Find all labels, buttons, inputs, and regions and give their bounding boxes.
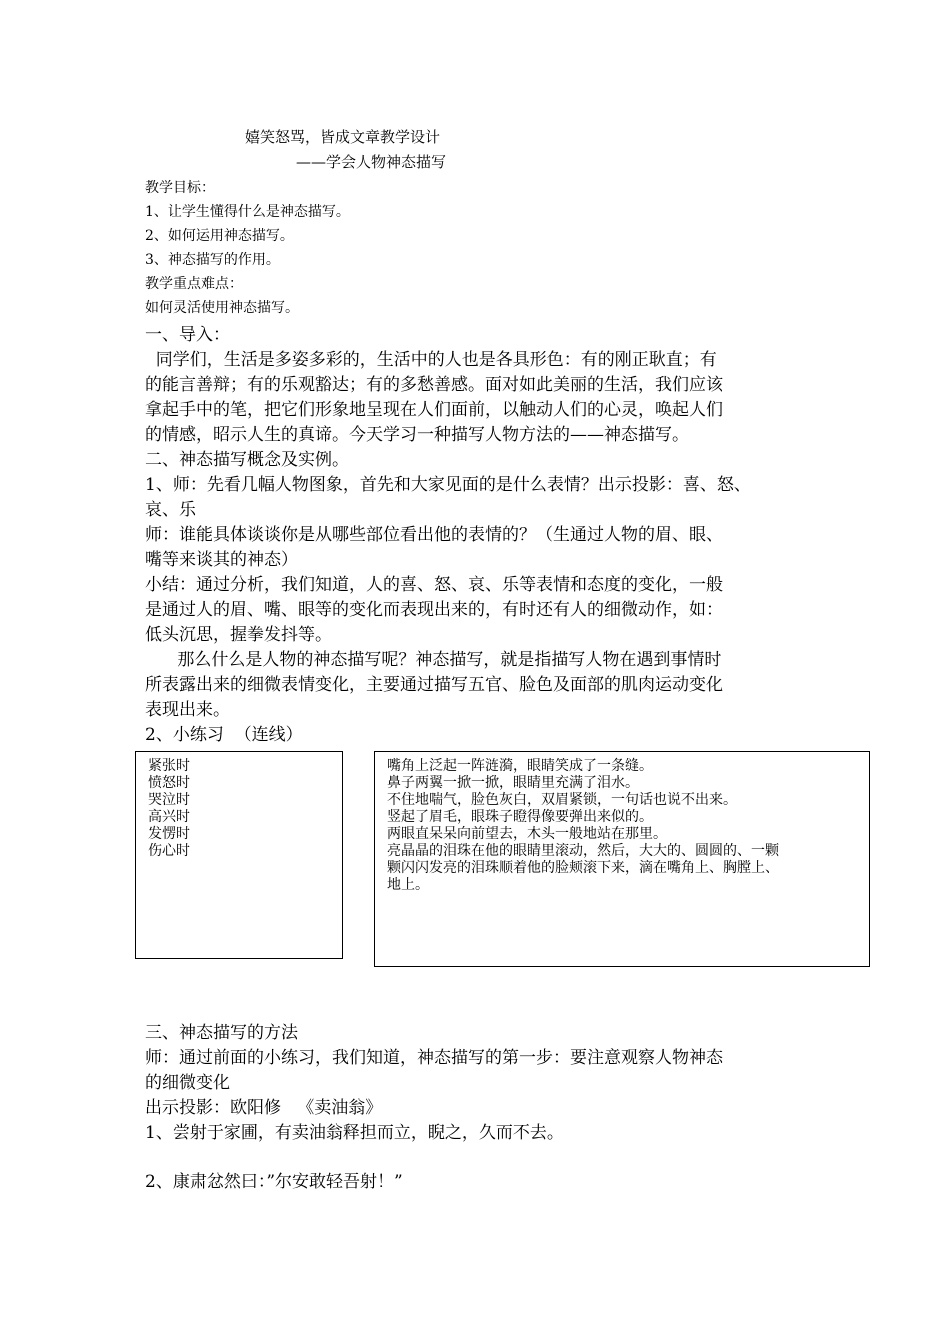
- exercise-description: 两眼直呆呆向前望去，木头一般地站在那里。: [387, 826, 667, 842]
- exercise-description: 颗闪闪发亮的泪珠顺着他的脸颊滚下来，滴在嘴角上、胸膛上、: [387, 860, 779, 876]
- paragraph-line: 1、师：先看几幅人物图象，首先和大家见面的是什么表情？出示投影：喜、怒、: [145, 475, 751, 495]
- paragraph-line: 的细微变化: [145, 1073, 230, 1093]
- exercise-emotion: 发愣时: [148, 826, 190, 842]
- paragraph-line: 小结：通过分析，我们知道，人的喜、怒、哀、乐等表情和态度的变化，一般: [145, 575, 723, 595]
- paragraph-line: 是通过人的眉、嘴、眼等的变化而表现出来的，有时还有人的细微动作，如：: [145, 600, 723, 620]
- exercise-emotion: 愤怒时: [148, 775, 190, 791]
- exercise-description: 竖起了眉毛，眼珠子瞪得像要弹出来似的。: [387, 809, 653, 825]
- paragraph-line: 嘴等来谈其的神态）: [145, 550, 298, 570]
- section3-text: [145, 1021, 723, 1146]
- paragraph-line: 1、尝射于家圃，有卖油翁释担而立，睨之，久而不去。: [145, 1123, 564, 1143]
- key-points-text: 如何灵活使用神态描写。: [145, 300, 299, 316]
- key-points-heading: 教学重点难点：: [145, 276, 243, 292]
- paragraph-line: 低头沉思，握拳发抖等。: [145, 625, 332, 645]
- paragraph-line: 同学们，生活是多姿多彩的，生活中的人也是各具形色：有的刚正耿直；有: [145, 350, 717, 370]
- exercise-emotion: 伤心时: [148, 843, 190, 859]
- exercise-right-box: [374, 751, 870, 967]
- paragraph-line: 师：谁能具体谈谈你是从哪些部位看出他的表情的？（生通过人物的眉、眼、: [145, 525, 723, 545]
- paragraph-line: 2、小练习 （连线）: [145, 725, 303, 745]
- exercise-description: 亮晶晶的泪珠在他的眼睛里滚动，然后，大大的、圆圆的、一颗: [387, 843, 779, 859]
- paragraph-line: 出示投影：欧阳修 《卖油翁》: [145, 1098, 383, 1118]
- paragraph-line: 表现出来。: [145, 700, 230, 720]
- exercise-description: 鼻子两翼一掀一掀，眼睛里充满了泪水。: [387, 775, 639, 791]
- paragraph-line: 哀、乐: [145, 500, 196, 520]
- objectives-section: [145, 176, 350, 320]
- document-title: 嬉笑怒骂，皆成文章教学设计: [245, 128, 441, 146]
- exercise-emotion: 高兴时: [148, 809, 190, 825]
- section-heading: 一、导入：: [145, 325, 230, 345]
- paragraph-line: 拿起手中的笔，把它们形象地呈现在人们面前，以触动人们的心灵，唤起人们: [145, 400, 723, 420]
- paragraph-line: 的能言善辩；有的乐观豁达；有的多愁善感。面对如此美丽的生活，我们应该: [145, 375, 723, 395]
- section-heading: 二、神态描写概念及实例。: [145, 450, 349, 470]
- exercise-emotion: 紧张时: [148, 758, 190, 774]
- exercise-emotion: 哭泣时: [148, 792, 190, 808]
- exercise-description: 嘴角上泛起一阵涟漪，眼睛笑成了一条缝。: [387, 758, 653, 774]
- section-heading: 三、神态描写的方法: [145, 1023, 298, 1043]
- paragraph-line: 那么什么是人物的神态描写呢？神态描写，就是指描写人物在遇到事情时: [145, 650, 722, 670]
- body-text: [145, 323, 751, 748]
- document-subtitle: ——学会人物神态描写: [296, 153, 447, 171]
- section3-last-line: 2、康肃忿然曰：”尔安敢轻吾射！”: [145, 1172, 403, 1192]
- exercise-description: 地上。: [387, 877, 429, 893]
- exercise-description: 不住地喘气，脸色灰白，双眉紧锁，一句话也说不出来。: [387, 792, 737, 808]
- paragraph-line: 师：通过前面的小练习，我们知道，神态描写的第一步：要注意观察人物神态: [145, 1048, 723, 1068]
- paragraph-line: 的情感，昭示人生的真谛。今天学习一种描写人物方法的——神态描写。: [145, 425, 689, 445]
- exercise-left-box: [135, 751, 343, 959]
- objective-item: 3、神态描写的作用。: [145, 252, 280, 268]
- objective-item: 2、如何运用神态描写。: [145, 228, 294, 244]
- paragraph-line: 所表露出来的细微表情变化，主要通过描写五官、脸色及面部的肌肉运动变化: [145, 675, 723, 695]
- objective-item: 1、让学生懂得什么是神态描写。: [145, 204, 350, 220]
- objectives-heading: 教学目标：: [145, 180, 215, 196]
